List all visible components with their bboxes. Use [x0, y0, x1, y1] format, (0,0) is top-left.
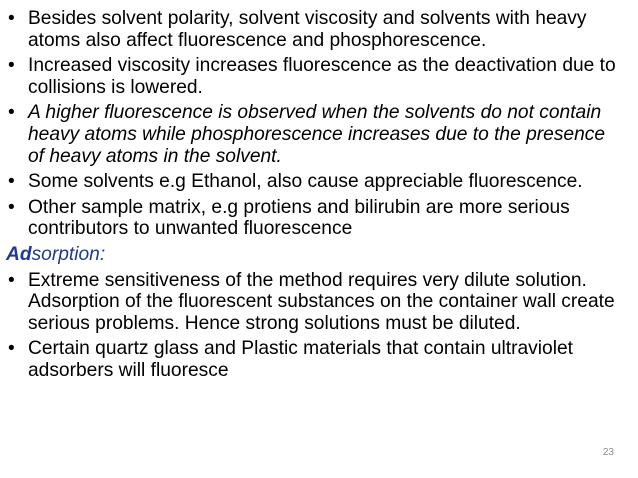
section-heading: [6, 244, 616, 266]
bullet-item: [6, 8, 616, 51]
bullet-dot-icon: •: [8, 171, 15, 193]
bullet-item: [6, 270, 616, 335]
bullet-text: Certain quartz glass and Plastic materials that contain ultraviolet adsorbers will fluoresce: [28, 338, 573, 381]
bullet-dot-icon: •: [8, 55, 15, 77]
bullet-dot-icon: •: [8, 196, 15, 218]
bullet-text: Other sample matrix, e.g protiens and bilirubin are more serious contributors to unwanted fluorescence: [28, 196, 570, 240]
bullet-text: Besides solvent polarity, solvent viscosity and solvents with heavy atoms also affect fluorescence and phosphorescence.: [28, 8, 587, 51]
bullet-list-top: [6, 8, 616, 240]
bullet-dot-icon: •: [8, 8, 15, 29]
bullet-text: Some solvents e.g Ethanol, also cause appreciable fluorescence.: [28, 171, 583, 193]
bullet-item: [6, 338, 616, 381]
section-heading-emphasis: Ad: [6, 243, 32, 265]
bullet-item: [6, 197, 616, 240]
bullet-list-bottom: [6, 270, 616, 382]
bullet-item: [6, 171, 616, 193]
bullet-dot-icon: •: [8, 338, 15, 360]
bullet-text: Increased viscosity increases fluorescence as the deactivation due to collisions is lowered.: [28, 55, 616, 98]
page-number: 23: [602, 447, 614, 458]
bullet-dot-icon: •: [8, 269, 15, 291]
bullet-item: [6, 102, 616, 167]
bullet-item: [6, 55, 616, 98]
bullet-text: A higher fluorescence is observed when the solvents do not contain heavy atoms while phosphorescence increases due to the presence of heavy atoms in the solvent.: [28, 102, 606, 167]
bullet-dot-icon: •: [8, 102, 15, 124]
section-heading-rest: sorption:: [31, 243, 106, 265]
bullet-text: Extreme sensitiveness of the method requires very dilute solution. Adsorption of the fluorescent substances on the container wall create serious problems. Hence strong solutions must be diluted.: [28, 269, 615, 334]
